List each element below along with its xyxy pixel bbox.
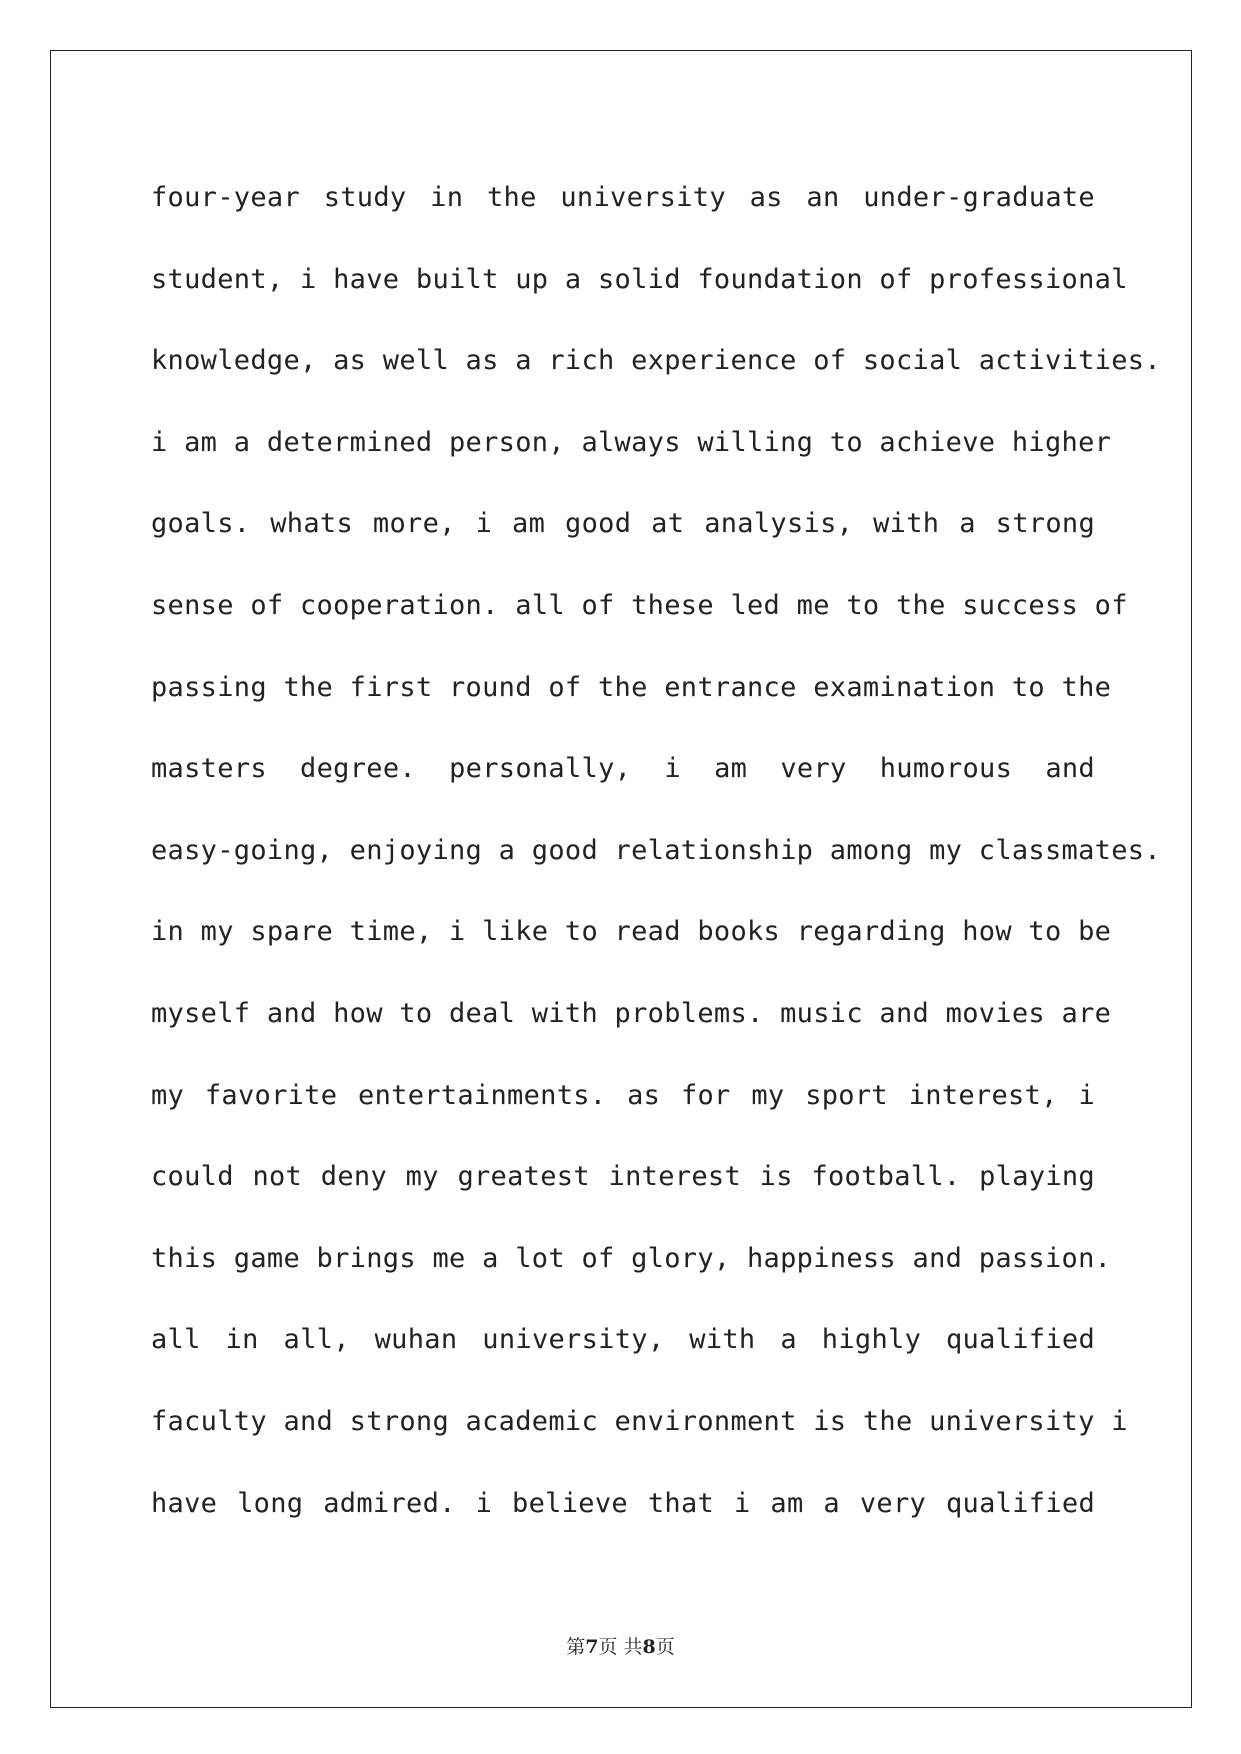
text-line: my favorite entertainments. as for my sport interest, i	[151, 1079, 1095, 1111]
text-line: knowledge, as well as a rich experience of social activities.	[151, 345, 1161, 377]
text-line: this game brings me a lot of glory, happiness and passion.	[151, 1242, 1112, 1274]
footer-prefix: 第	[566, 1636, 586, 1658]
text-line: myself and how to deal with problems. music and movies are	[151, 997, 1112, 1029]
text-line: student, i have built up a solid foundation of professional	[151, 263, 1128, 295]
text-line: i am a determined person, always willing to achieve higher	[151, 426, 1112, 458]
text-line: goals. whats more, i am good at analysis, with a strong	[151, 508, 1095, 540]
body-text	[151, 157, 1161, 1544]
text-line: sense of cooperation. all of these led me to the success of	[151, 589, 1128, 621]
text-line: faculty and strong academic environment is the university i	[151, 1405, 1128, 1437]
text-line: passing the first round of the entrance examination to the	[151, 671, 1112, 703]
current-page-number: 7	[585, 1636, 599, 1658]
footer-middle: 页 共	[598, 1636, 643, 1658]
text-line: have long admired. i believe that i am a very qualified	[151, 1487, 1095, 1519]
text-line: four-year study in the university as an under-graduate	[151, 182, 1095, 213]
text-line: could not deny my greatest interest is football. playing	[151, 1161, 1095, 1193]
text-line: masters degree. personally, i am very humorous and	[151, 753, 1095, 785]
page-footer	[0, 1632, 1241, 1659]
text-line: in my spare time, i like to read books regarding how to be	[151, 916, 1112, 948]
text-line: all in all, wuhan university, with a highly qualified	[151, 1324, 1095, 1356]
text-line: easy-going, enjoying a good relationship among my classmates.	[151, 834, 1161, 866]
total-pages-number: 8	[642, 1636, 656, 1658]
footer-suffix: 页	[655, 1636, 675, 1658]
